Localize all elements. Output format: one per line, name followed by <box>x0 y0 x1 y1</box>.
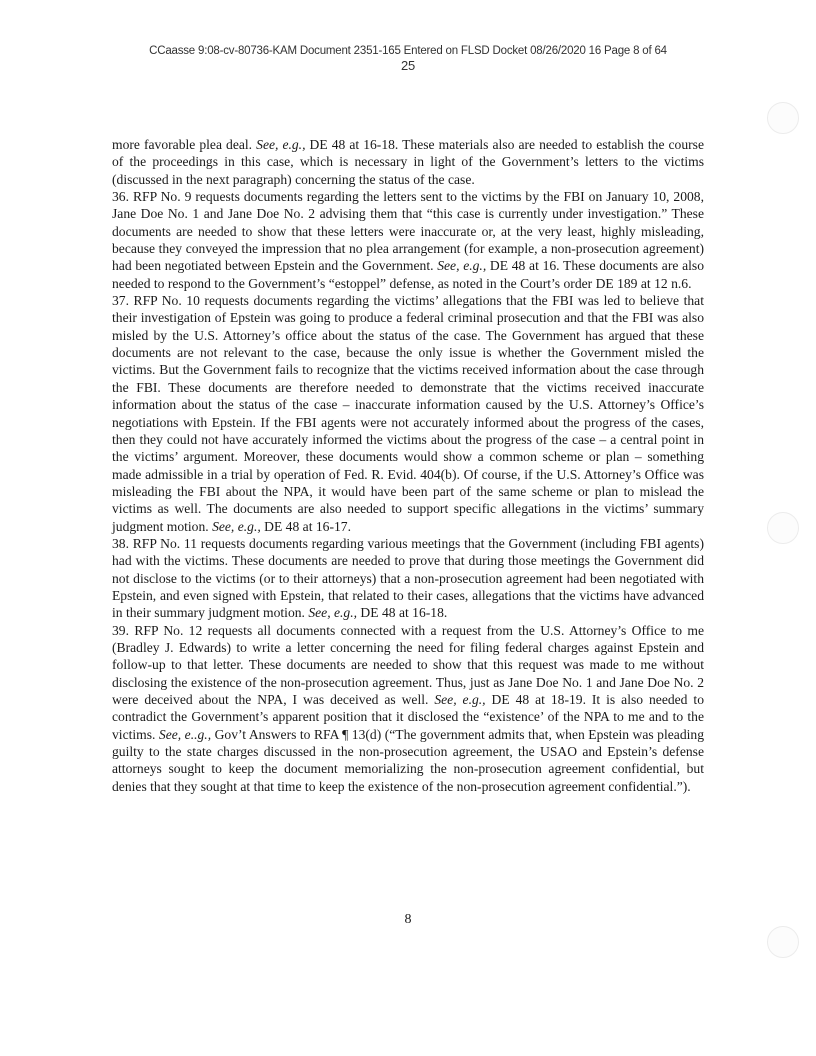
punch-hole-decoration <box>767 102 799 134</box>
paragraph-continuation: more favorable plea deal. See, e.g., DE 48 at 16-18. These materials also are needed to establish the course of the proceedings in this case, which is necessary in light of the Government’s letters to the victims (discussed in the next paragraph) concerning the status of the case. <box>112 137 705 187</box>
punch-hole-decoration <box>767 926 799 958</box>
court-filing-header <box>0 44 816 73</box>
paragraph-38: 38. RFP No. 11 requests documents regarding various meetings that the Government (including FBI agents) had with the victims. These documents are needed to prove that during those meetings the Government did not disclose to the victims (or to their attorneys) that a non-prosecution agreement had been negotiated with Epstein, and even signed with Epstein, that related to their cases, allegations that the victims have advanced in their summary judgment motion. See, e.g., DE 48 at 16-18. <box>112 535 704 621</box>
exhibit-page-number: 25 <box>400 58 416 73</box>
case-stamp: CCaasse 9:08-cv-80736-KAM Document 2351-165 Entered on FLSD Docket 08/26/2020 16 Page 8 of 64 <box>149 45 667 57</box>
paragraph-37: 37. RFP No. 10 requests documents regarding the victims’ allegations that the FBI was led to believe that their investigation of Epstein was going to produce a federal criminal prosecution and that the FBI was also misled by the U.S. Attorney’s office about the status of the case. The Government has argued that these documents are not relevant to the case, because the only issue is whether the Government misled the victims. But the Government fails to recognize that the victims received information about the case through the FBI. These documents are therefore needed to demonstrate that the victims received inaccurate information about the status of the case – inaccurate information caused by the U.S. Attorney’s Office’s negotiations with Epstein. If the FBI agents were not accurately informed about the progress of the cases, then they could not have accurately informed the victims about the progress of the case – a central point in the victims’ argument. Moreover, these documents would show a common scheme or plan – something made admissible in a trial by operation of Fed. R. Evid. 404(b). Of course, if the U.S. Attorney’s Office was misleading the FBI about the NPA, it would have been part of the same scheme or plan to mislead the victims as well. The documents are also needed to support specific allegations in the victims’ summary judgment motion. See, e.g., DE 48 at 16-17. <box>112 293 704 534</box>
paragraph-36: 36. RFP No. 9 requests documents regarding the letters sent to the victims by the FBI on January 10, 2008, Jane Doe No. 1 and Jane Doe No. 2 advising them that “this case is currently under investigation.” These documents are needed to show that these letters were inaccurate or, at the very least, highly misleading, because they conveyed the impression that no plea arrangement (for example, a non-prosecution agreement) had been negotiated between Epstein and the Government. See, e.g., DE 48 at 16. These documents are also needed to respond to the Government’s “estoppel” defense, as noted in the Court’s order DE 189 at 12 n.6. <box>112 189 704 291</box>
paragraph-39: 39. RFP No. 12 requests all documents connected with a request from the U.S. Attorney’s Office to me (Bradley J. Edwards) to write a letter concerning the need for filing federal charges against Epstein and follow-up to that letter. These documents are needed to show that this request was made to me without disclosing the existence of the non-prosecution agreement. Thus, just as Jane Doe No. 1 and Jane Doe No. 2 were deceived about the NPA, I was deceived as well. See, e.g., DE 48 at 18-19. It is also needed to contradict the Government’s apparent position that it disclosed the “existence’ of the NPA to me and to the victims. See, e..g., Gov’t Answers to RFA ¶ 13(d) (“The government admits that, when Epstein was pleading guilty to the state charges discussed in the non-prosecution agreement, the USAO and Epstein’s defense attorneys sought to keep the document memorializing the non-prosecution agreement confidential, but denies that they sought at that time to keep the existence of the non-prosecution agreement confidential.”). <box>112 622 704 794</box>
page-number: 8 <box>404 912 412 927</box>
document-body <box>112 136 704 795</box>
punch-hole-decoration <box>767 512 799 544</box>
